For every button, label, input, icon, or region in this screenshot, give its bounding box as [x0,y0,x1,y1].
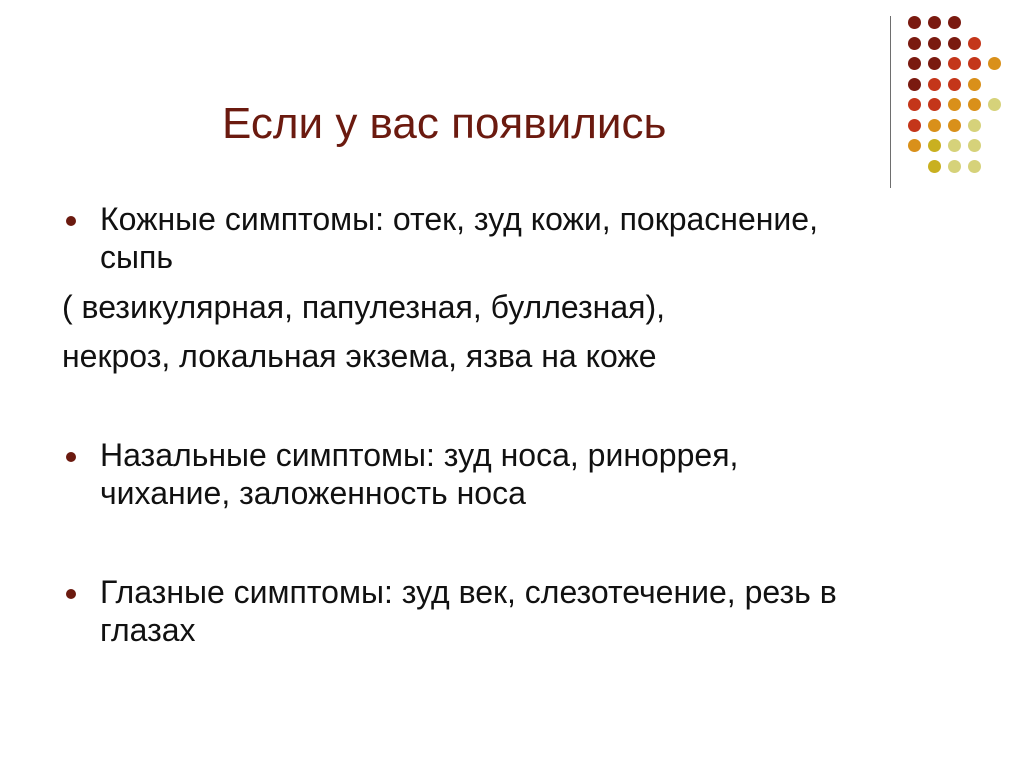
bullet-3-line-1: Глазные симптомы: зуд век, слезотечение, резь в [100,574,837,610]
bullet-3-line-2: глазах [100,612,196,648]
bullet-1-extra-line-1: ( везикулярная, папулезная, буллезная), [62,289,665,325]
bullet-marker [66,216,76,226]
slide-title: Если у вас появились [222,99,667,148]
bullet-1-line-2: сыпь [100,239,173,275]
bullet-marker [66,589,76,599]
bullet-2-line-1: Назальные симптомы: зуд носа, риноррея, [100,437,739,473]
bullet-1-line-1: Кожные симптомы: отек, зуд кожи, покраснение, [100,201,818,237]
bullet-1-extra-line-2: некроз, локальная экзема, язва на коже [62,338,657,374]
bullet-marker [66,452,76,462]
bullet-2-line-2: чихание, заложенность носа [100,475,526,511]
